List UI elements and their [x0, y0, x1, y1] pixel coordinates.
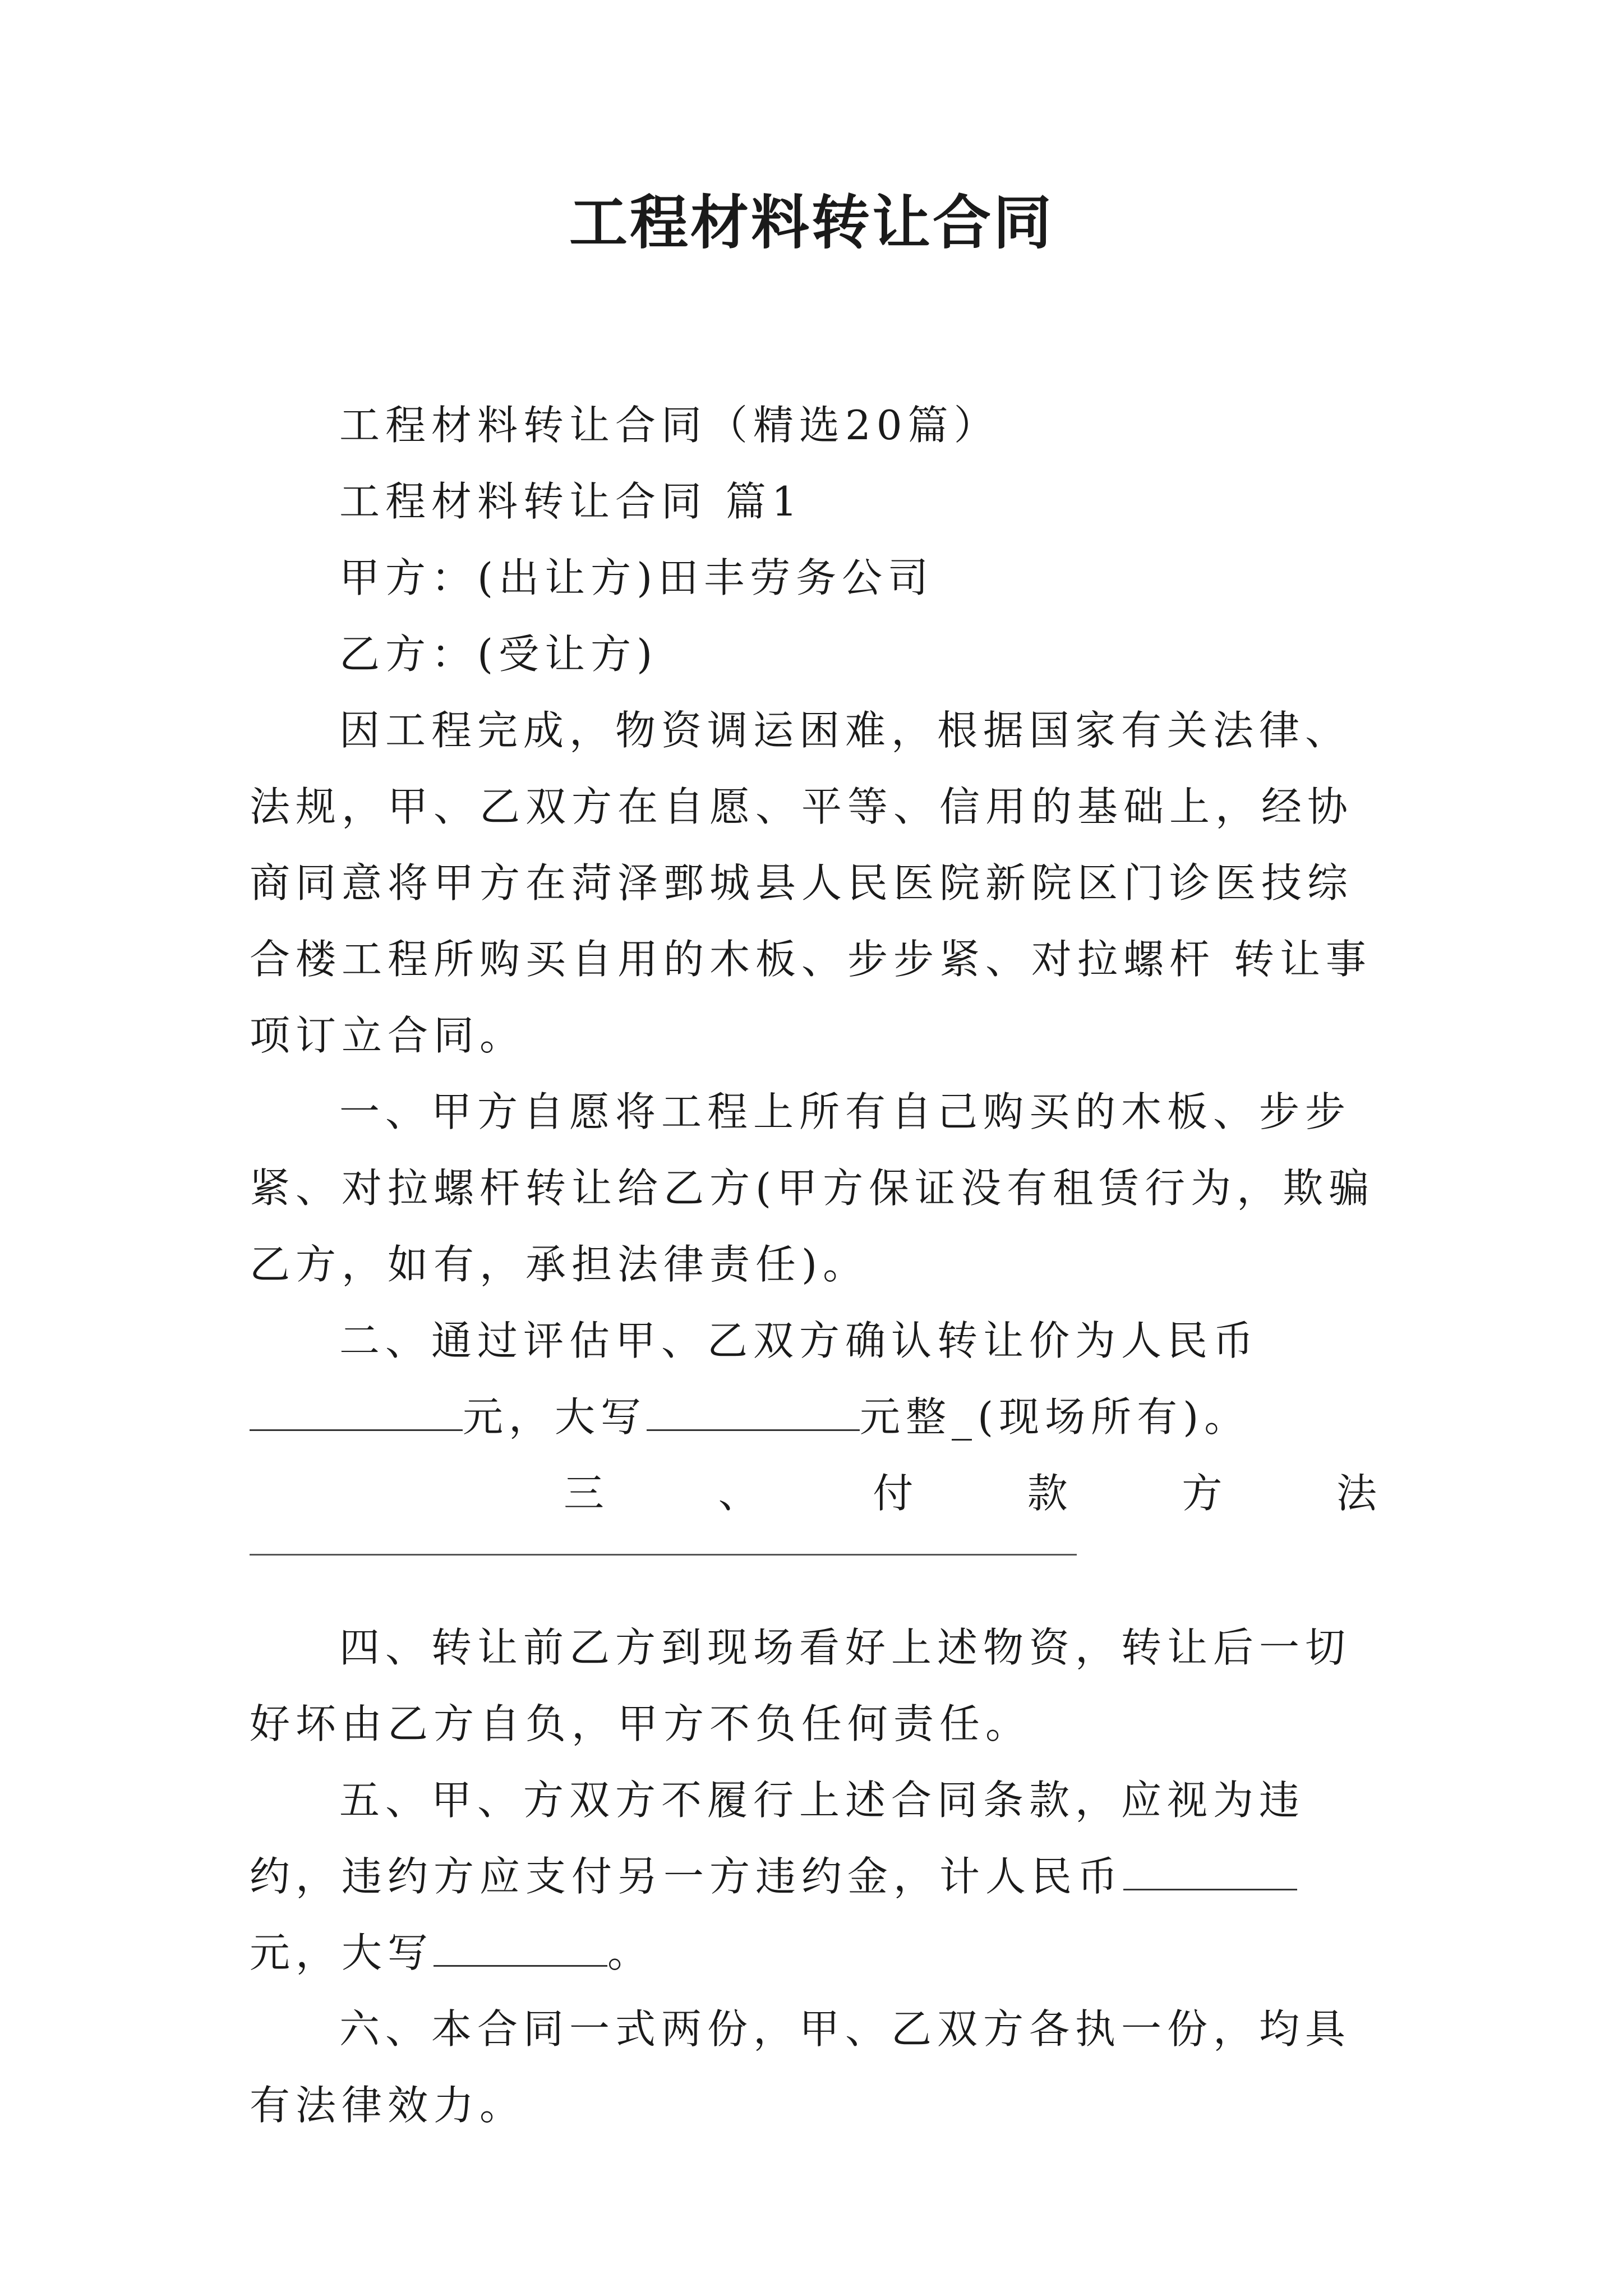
party-a: 甲方：(出让方)田丰劳务公司: [339, 554, 934, 601]
clause-3-char: 法: [1336, 1470, 1377, 1517]
clause-3-char: 三: [564, 1470, 605, 1517]
document-body: [250, 387, 1377, 2143]
price-blank: [250, 1396, 463, 1431]
penalty-blank: [1123, 1855, 1297, 1890]
section-heading: 工程材料转让合同 篇1: [339, 478, 803, 525]
clause-4: 四、转让前乙方到现场看好上述物资，转让后一切好坏由乙方自负，甲方不负任何责任。: [250, 1624, 1352, 1747]
clause-3-char: 方: [1182, 1470, 1223, 1517]
clause-1: 一、甲方自愿将工程上所有自己购买的木板、步步紧、对拉螺杆转让给乙方(甲方保证没有租赁行为，欺骗乙方，如有，承担法律责任)。: [250, 1088, 1375, 1288]
clause-5: [250, 1762, 1377, 1991]
clause-3-char: 付: [873, 1470, 914, 1517]
price-uppercase-blank: [647, 1396, 860, 1431]
clause-2-text-c: 元整_(现场所有)。: [860, 1393, 1251, 1441]
clause-2-text-b: 元，大写: [463, 1393, 647, 1441]
clause-2-text-a: 二、通过评估甲、乙双方确认转让价为人民币: [339, 1317, 1260, 1364]
subtitle: 工程材料转让合同（精选20篇）: [339, 402, 1000, 449]
clause-2: [250, 1303, 1377, 1455]
clause-5-text-b: 元，大写: [250, 1929, 434, 1976]
clause-3-char: 款: [1027, 1470, 1068, 1517]
clause-3-heading: [250, 1455, 1377, 1531]
payment-method-blank: [250, 1531, 1077, 1556]
clause-5-text-c: 。: [607, 1929, 654, 1976]
clause-3-char: 、: [718, 1470, 759, 1517]
clause-5-text-a: 五、甲、方双方不履行上述合同条款，应视为违约，违约方应支付另一方违约金，计人民币: [250, 1777, 1306, 1900]
intro-paragraph: 因工程完成，物资调运困难，根据国家有关法律、法规，甲、乙双方在自愿、平等、信用的基础上，经协商同意将甲方在菏泽鄄城县人民医院新院区门诊医技综合楼工程所购买自用的木板、步步紧、对拉螺杆 转让事项订立合同。: [250, 707, 1372, 1059]
penalty-uppercase-blank: [434, 1931, 607, 1967]
party-b: 乙方：(受让方): [339, 631, 658, 678]
clause-6: 六、本合同一式两份，甲、乙双方各执一份，均具有法律效力。: [250, 2005, 1352, 2129]
document-title: 工程材料转让合同: [569, 188, 1054, 257]
